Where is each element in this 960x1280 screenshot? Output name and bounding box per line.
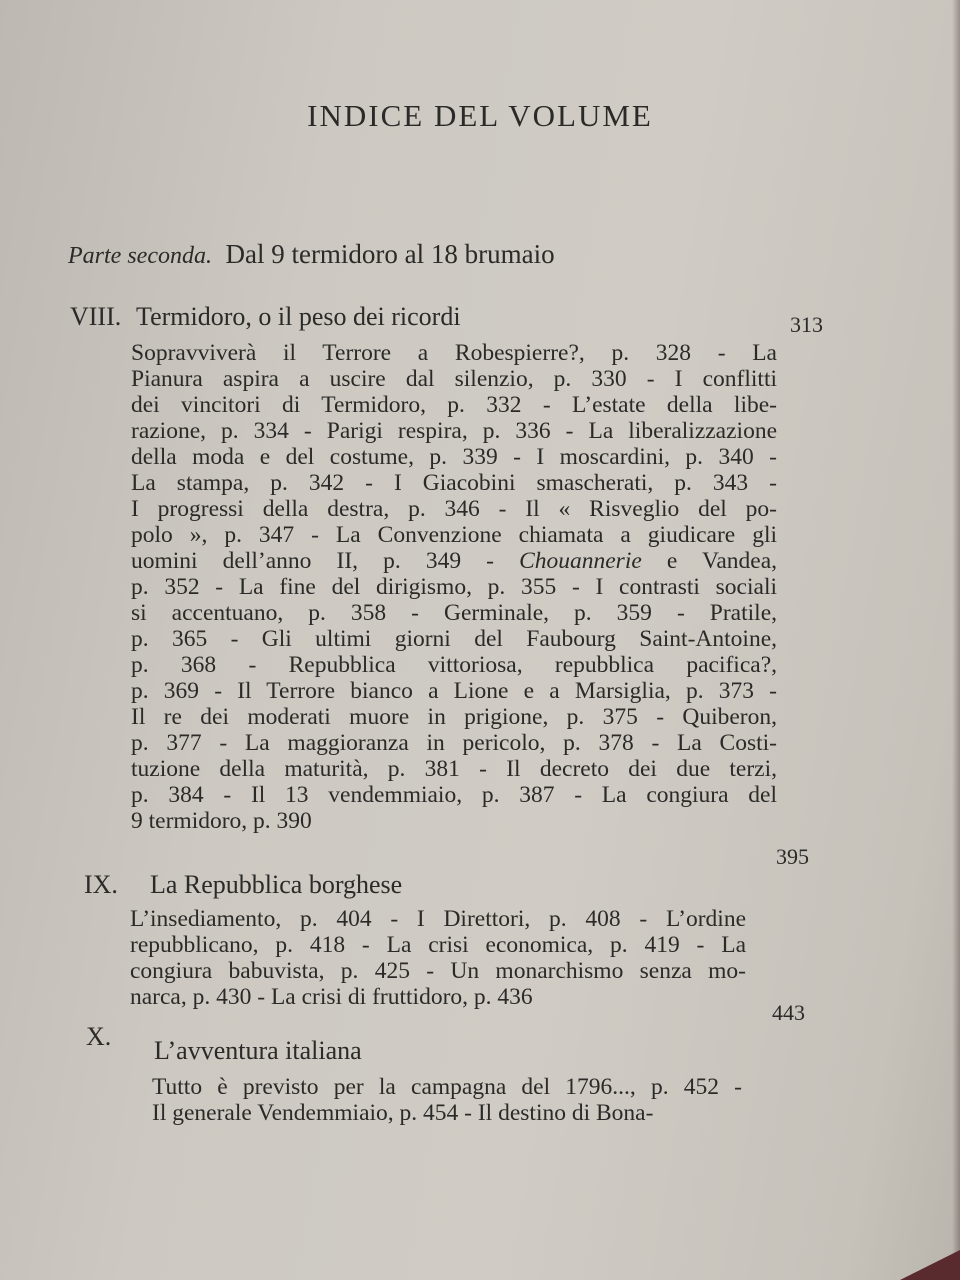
summary-line bbox=[131, 808, 777, 834]
summary-text: Il generale Vendemmiaio, p. 454 - Il destino di Bona- bbox=[152, 1100, 654, 1126]
summary-text: polo », p. 347 - La Convenzione chiamata a giudicare gli bbox=[131, 522, 777, 548]
chapter-summary bbox=[152, 1074, 742, 1126]
summary-line bbox=[131, 444, 777, 470]
summary-text: congiura babuvista, p. 425 - Un monarchismo senza mo- bbox=[130, 958, 746, 984]
summary-line bbox=[152, 1100, 742, 1126]
summary-line bbox=[131, 340, 777, 366]
summary-line bbox=[131, 782, 777, 808]
chapter-page: 443 bbox=[772, 1000, 805, 1025]
book-cover-corner bbox=[900, 1250, 960, 1280]
chapter-page: 313 bbox=[790, 312, 823, 337]
summary-text: p. 377 - La maggioranza in pericolo, p. 378 - La Costi- bbox=[131, 730, 777, 756]
summary-text: Pianura aspira a uscire dal silenzio, p. 330 - I conflitti bbox=[131, 366, 777, 392]
summary-line bbox=[131, 704, 777, 730]
summary-text: Sopravviverà il Terrore a Robespierre?, p. 328 - La bbox=[131, 340, 777, 366]
summary-line bbox=[131, 470, 777, 496]
chapter-numeral: IX. bbox=[84, 870, 118, 899]
summary-text: della moda e del costume, p. 339 - I moscardini, p. 340 - bbox=[131, 444, 777, 470]
summary-text: L’insediamento, p. 404 - I Direttori, p. 408 - L’ordine bbox=[130, 906, 746, 932]
summary-line bbox=[130, 958, 746, 984]
summary-text: tuzione della maturità, p. 381 - Il decreto dei due terzi, bbox=[131, 756, 777, 782]
summary-text: razione, p. 334 - Parigi respira, p. 336 - La liberalizzazione bbox=[131, 418, 777, 444]
chapter-numeral: VIII. bbox=[70, 302, 122, 331]
summary-line bbox=[131, 652, 777, 678]
summary-text: uomini dell’anno II, p. 349 - bbox=[131, 548, 520, 574]
page-title: INDICE DEL VOLUME bbox=[307, 98, 653, 133]
summary-line bbox=[152, 1074, 742, 1100]
summary-line bbox=[130, 984, 746, 1010]
summary-line bbox=[130, 906, 746, 932]
chapter-numeral: X. bbox=[86, 1022, 112, 1051]
summary-line bbox=[131, 366, 777, 392]
summary-text: 9 termidoro, p. 390 bbox=[131, 808, 312, 834]
summary-line bbox=[130, 932, 746, 958]
summary-text: p. 384 - Il 13 vendemmiaio, p. 387 - La congiura del bbox=[131, 782, 777, 808]
summary-text: p. 369 - Il Terrore bianco a Lione e a Marsiglia, p. 373 - bbox=[131, 678, 777, 704]
summary-line bbox=[131, 496, 777, 522]
summary-text: si accentuano, p. 358 - Germinale, p. 359 - Pratile, bbox=[131, 600, 777, 626]
summary-line bbox=[131, 626, 777, 652]
summary-line bbox=[131, 600, 777, 626]
summary-line bbox=[131, 548, 777, 574]
chapter-title: Termidoro, o il peso dei ricordi bbox=[136, 302, 461, 331]
summary-text: p. 368 - Repubblica vittoriosa, repubblica pacifica?, bbox=[131, 652, 777, 678]
summary-text: e Vandea, bbox=[641, 548, 777, 574]
summary-line bbox=[131, 392, 777, 418]
part-label: Parte seconda. bbox=[68, 243, 212, 269]
part-title: Dal 9 termidoro al 18 brumaio bbox=[225, 239, 555, 269]
summary-text: narca, p. 430 - La crisi di fruttidoro, p. 436 bbox=[130, 984, 533, 1010]
summary-line bbox=[131, 678, 777, 704]
part-heading bbox=[68, 238, 555, 272]
summary-text: Tutto è previsto per la campagna del 1796..., p. 452 - bbox=[152, 1074, 742, 1100]
summary-line bbox=[131, 418, 777, 444]
chapter-title: La Repubblica borghese bbox=[150, 870, 403, 899]
summary-text: La stampa, p. 342 - I Giacobini smascherati, p. 343 - bbox=[131, 470, 777, 496]
summary-line bbox=[131, 730, 777, 756]
summary-line bbox=[131, 522, 777, 548]
summary-text: p. 365 - Gli ultimi giorni del Faubourg Saint-Antoine, bbox=[131, 626, 777, 652]
chapter-page: 395 bbox=[776, 844, 809, 869]
summary-text: I progressi della destra, p. 346 - Il « Risveglio del po- bbox=[131, 496, 777, 522]
chapter-summary bbox=[130, 906, 746, 1010]
summary-text: p. 352 - La fine del dirigismo, p. 355 - I contrasti sociali bbox=[131, 574, 777, 600]
summary-text: Il re dei moderati muore in prigione, p. 375 - Quiberon, bbox=[131, 704, 777, 730]
page-edge-shadow bbox=[952, 0, 960, 1280]
chapter-title: L’avventura italiana bbox=[154, 1036, 362, 1065]
italic-term: Chouannerie bbox=[519, 548, 642, 574]
summary-text: repubblicano, p. 418 - La crisi economica, p. 419 - La bbox=[130, 932, 746, 958]
chapter-summary bbox=[131, 340, 777, 834]
summary-text: dei vincitori di Termidoro, p. 332 - L’estate della libe- bbox=[131, 392, 777, 418]
summary-line bbox=[131, 574, 777, 600]
summary-line bbox=[131, 756, 777, 782]
